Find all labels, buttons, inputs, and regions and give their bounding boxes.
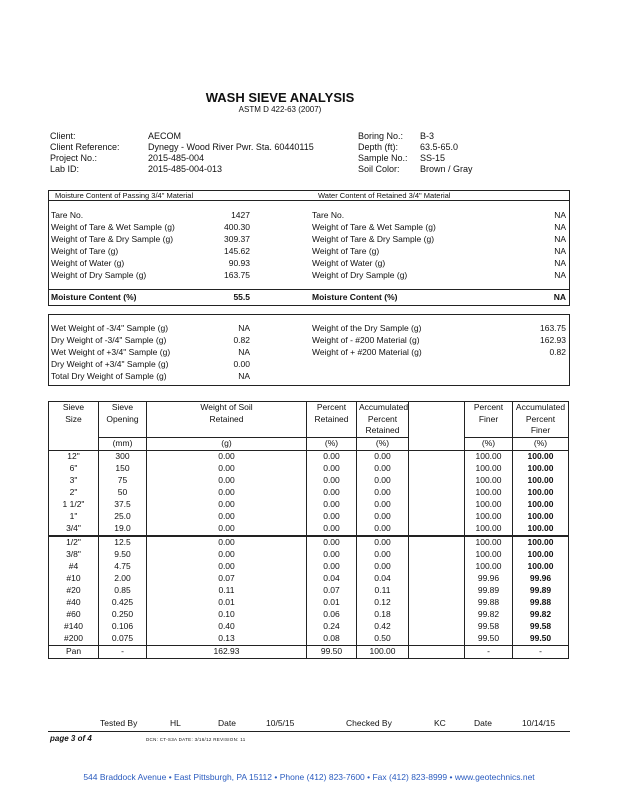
table-cell: 0.00	[147, 463, 307, 475]
spacer-cell	[409, 609, 465, 621]
moisture-retained-labels	[312, 209, 436, 281]
table-cell: 99.82	[465, 609, 513, 621]
table-cell: 0.425	[99, 597, 147, 609]
table-cell: 0.04	[357, 573, 409, 585]
table-cell: 0.07	[147, 573, 307, 585]
sieve-table	[48, 401, 569, 659]
moisture-passing-result-label: Moisture Content (%)	[51, 292, 137, 302]
spacer-cell	[409, 561, 465, 573]
info-value: 63.5-65.0	[420, 142, 459, 152]
moisture-retained-result-value: NA	[553, 292, 566, 302]
table-cell: 75	[99, 475, 147, 487]
unit-acc-retained: (%)	[357, 437, 409, 450]
moisture-passing-heading: Moisture Content of Passing 3/4" Material	[55, 191, 194, 200]
row-value: 145.62	[224, 246, 250, 256]
company-address: 544 Braddock Avenue • East Pittsburgh, PA 15112 • Phone (412) 823-7600 • Fax (412) 823-8999 • www.geotechnics.net	[83, 772, 535, 782]
unit-acc-finer: (%)	[513, 437, 569, 450]
table-cell: 0.00	[357, 475, 409, 487]
table-cell: 100.00	[465, 475, 513, 487]
table-cell: 0.00	[307, 536, 357, 549]
table-cell: 100.00	[513, 536, 569, 549]
table-cell: 0.106	[99, 621, 147, 633]
header-opening: Sieve Opening	[99, 402, 147, 438]
table-cell: 99.89	[513, 585, 569, 597]
table-cell: 99.50	[465, 633, 513, 646]
table-cell: 100.00	[465, 463, 513, 475]
header-pct-finer: Percent Finer	[465, 402, 513, 438]
table-cell: Pan	[49, 645, 99, 658]
table-cell: 99.50	[513, 633, 569, 646]
row-value: NA	[554, 210, 566, 220]
unit-weight: (g)	[147, 437, 307, 450]
table-row	[49, 585, 569, 597]
table-cell: 99.89	[465, 585, 513, 597]
row-value: NA	[554, 270, 566, 280]
table-cell: -	[99, 645, 147, 658]
spacer-cell	[409, 450, 465, 463]
spacer-cell	[409, 597, 465, 609]
date-label: Date	[218, 718, 236, 728]
table-row	[49, 475, 569, 487]
table-cell: #10	[49, 573, 99, 585]
table-cell: 99.88	[465, 597, 513, 609]
table-cell: 0.10	[147, 609, 307, 621]
moisture-passing-result-value: 55.5	[233, 292, 250, 302]
table-cell: 1 1/2"	[49, 499, 99, 511]
row-value: 1427	[231, 210, 250, 220]
row-label: Wet Weight of +3/4" Sample (g)	[51, 347, 171, 357]
unit-pct-retained: (%)	[307, 437, 357, 450]
table-cell: 100.00	[513, 450, 569, 463]
table-cell: 100.00	[465, 549, 513, 561]
moisture-passing-values	[200, 209, 250, 281]
table-cell: 0.40	[147, 621, 307, 633]
table-cell: 0.00	[147, 561, 307, 573]
spacer-cell	[409, 585, 465, 597]
info-value: SS-15	[420, 153, 446, 163]
weights-right-values	[510, 322, 566, 358]
table-cell: 0.00	[357, 523, 409, 536]
header-acc-finer: Accumulated Percent Finer	[513, 402, 569, 438]
row-label: Tare No.	[51, 210, 84, 220]
checked-by-value: KC	[434, 718, 446, 728]
page-number: page 3 of 4	[50, 734, 92, 743]
info-left-labels	[50, 131, 120, 175]
row-label: Weight of Water (g)	[51, 258, 125, 268]
table-row	[49, 573, 569, 585]
row-value: 309.37	[224, 234, 250, 244]
table-cell: #40	[49, 597, 99, 609]
spacer-cell	[409, 487, 465, 499]
header-pct-retained: Percent Retained	[307, 402, 357, 438]
page-subtitle: ASTM D 422-63 (2007)	[238, 105, 322, 114]
info-label: Soil Color:	[358, 164, 400, 174]
table-cell: 0.00	[307, 511, 357, 523]
table-cell: 0.00	[307, 523, 357, 536]
spacer-cell	[409, 463, 465, 475]
table-row	[49, 463, 569, 475]
row-value: NA	[554, 222, 566, 232]
table-cell: -	[465, 645, 513, 658]
table-cell: 0.13	[147, 633, 307, 646]
table-cell: 300	[99, 450, 147, 463]
table-cell: #200	[49, 633, 99, 646]
row-value: 162.93	[540, 335, 566, 345]
table-cell: 0.00	[147, 475, 307, 487]
spacer-cell	[409, 633, 465, 646]
table-cell: 100.00	[465, 487, 513, 499]
table-cell: 100.00	[465, 511, 513, 523]
header-row	[49, 402, 569, 438]
table-cell: 100.00	[357, 645, 409, 658]
table-row	[49, 487, 569, 499]
info-value: Brown / Gray	[420, 164, 473, 174]
row-value: NA	[554, 258, 566, 268]
pan-row	[49, 645, 569, 658]
row-label: Weight of Tare & Dry Sample (g)	[312, 234, 435, 244]
row-label: Weight of Dry Sample (g)	[51, 270, 147, 280]
info-value: Dynegy - Wood River Pwr. Sta. 60440115	[148, 142, 314, 152]
table-row	[49, 536, 569, 549]
table-cell: 100.00	[513, 487, 569, 499]
table-cell: 0.075	[99, 633, 147, 646]
row-label: Weight of the Dry Sample (g)	[312, 323, 422, 333]
info-right-values	[420, 131, 473, 175]
table-cell: 50	[99, 487, 147, 499]
table-cell: 19.0	[99, 523, 147, 536]
table-cell: 99.82	[513, 609, 569, 621]
row-label: Weight of + #200 Material (g)	[312, 347, 422, 357]
table-cell: 100.00	[513, 561, 569, 573]
tested-by-value: HL	[170, 718, 181, 728]
table-cell: 0.00	[307, 450, 357, 463]
table-cell: 3"	[49, 475, 99, 487]
info-label: Sample No.:	[358, 153, 408, 163]
table-cell: 0.00	[147, 450, 307, 463]
row-value: 0.00	[233, 359, 250, 369]
table-cell: 0.00	[307, 487, 357, 499]
table-cell: 0.07	[307, 585, 357, 597]
info-label: Lab ID:	[50, 164, 80, 174]
row-value: NA	[238, 347, 250, 357]
table-cell: 0.00	[357, 561, 409, 573]
row-label: Weight of Tare (g)	[312, 246, 380, 256]
spacer-cell	[409, 621, 465, 633]
spacer-cell	[409, 475, 465, 487]
document-code: DCN: CT-S3A DATE: 3/16/12 REVISION: 11	[146, 737, 246, 742]
table-cell: 12"	[49, 450, 99, 463]
table-cell: 0.00	[307, 475, 357, 487]
date-value: 10/5/15	[266, 718, 295, 728]
table-cell: 0.00	[357, 499, 409, 511]
unit-pct-finer: (%)	[465, 437, 513, 450]
row-value: 0.82	[549, 347, 566, 357]
spacer-cell	[409, 536, 465, 549]
table-cell: 0.01	[147, 597, 307, 609]
table-row	[49, 499, 569, 511]
table-cell: 0.08	[307, 633, 357, 646]
table-cell: 100.00	[465, 450, 513, 463]
spacer-cell	[409, 573, 465, 585]
row-value: NA	[238, 323, 250, 333]
table-row	[49, 450, 569, 463]
table-cell: 1/2"	[49, 536, 99, 549]
row-value: 400.30	[224, 222, 250, 232]
table-cell: #60	[49, 609, 99, 621]
table-cell: 37.5	[99, 499, 147, 511]
table-cell: 0.00	[307, 561, 357, 573]
table-cell: 0.00	[147, 487, 307, 499]
info-label: Depth (ft):	[358, 142, 399, 152]
unit-opening: (mm)	[99, 437, 147, 450]
table-cell: 0.06	[307, 609, 357, 621]
table-cell: 162.93	[147, 645, 307, 658]
table-row	[49, 633, 569, 646]
table-cell: 100.00	[465, 536, 513, 549]
moisture-retained-values	[520, 209, 566, 281]
row-label: Weight of Tare & Dry Sample (g)	[51, 234, 174, 244]
row-label: Weight of Tare & Wet Sample (g)	[51, 222, 175, 232]
header-size: Sieve Size	[49, 402, 99, 438]
table-row	[49, 561, 569, 573]
row-value: NA	[554, 234, 566, 244]
weights-left-values	[200, 322, 250, 382]
table-cell: 99.96	[465, 573, 513, 585]
checked-by-label: Checked By	[346, 718, 392, 728]
table-cell: 3/4"	[49, 523, 99, 536]
table-row	[49, 609, 569, 621]
spacer-cell	[409, 645, 465, 658]
table-cell: 0.12	[357, 597, 409, 609]
table-cell: 0.00	[357, 463, 409, 475]
table-cell: 100.00	[513, 549, 569, 561]
table-cell: 0.42	[357, 621, 409, 633]
row-label: Dry Weight of -3/4" Sample (g)	[51, 335, 167, 345]
spacer-cell	[409, 523, 465, 536]
table-cell: 100.00	[513, 463, 569, 475]
table-cell: 0.00	[307, 463, 357, 475]
info-label: Client:	[50, 131, 76, 141]
table-row	[49, 621, 569, 633]
info-left-values	[148, 131, 314, 175]
moisture-passing-labels	[51, 209, 175, 281]
table-cell: 99.50	[307, 645, 357, 658]
table-cell: 100.00	[513, 523, 569, 536]
table-cell: 100.00	[513, 511, 569, 523]
weights-left-labels	[51, 322, 170, 382]
row-label: Weight of Dry Sample (g)	[312, 270, 408, 280]
weights-right-labels	[312, 322, 422, 358]
table-cell: 2.00	[99, 573, 147, 585]
table-cell: 0.00	[357, 450, 409, 463]
date-value: 10/14/15	[522, 718, 556, 728]
row-label: Weight of Water (g)	[312, 258, 386, 268]
spacer-cell	[409, 499, 465, 511]
table-cell: 0.00	[357, 511, 409, 523]
table-row	[49, 549, 569, 561]
table-cell: 100.00	[465, 499, 513, 511]
table-cell: 0.00	[147, 536, 307, 549]
info-value: AECOM	[148, 131, 182, 141]
table-cell: 0.00	[147, 511, 307, 523]
table-cell: 0.01	[307, 597, 357, 609]
row-label: Weight of - #200 Material (g)	[312, 335, 420, 345]
table-cell: 99.58	[513, 621, 569, 633]
table-cell: 0.00	[307, 549, 357, 561]
row-value: 163.75	[540, 323, 566, 333]
table-cell: 25.0	[99, 511, 147, 523]
info-value: 2015-485-004	[148, 153, 205, 163]
row-label: Weight of Tare & Wet Sample (g)	[312, 222, 436, 232]
table-row	[49, 597, 569, 609]
row-label: Dry Weight of +3/4" Sample (g)	[51, 359, 169, 369]
table-cell: -	[513, 645, 569, 658]
units-row	[49, 437, 569, 450]
table-cell: 99.96	[513, 573, 569, 585]
table-cell: 0.00	[147, 499, 307, 511]
row-value: NA	[238, 371, 250, 381]
row-label: Tare No.	[312, 210, 345, 220]
table-cell: #140	[49, 621, 99, 633]
page-title: WASH SIEVE ANALYSIS	[205, 90, 355, 105]
header-spacer	[409, 402, 465, 438]
header-acc-retained: Accumulated Percent Retained	[357, 402, 409, 438]
info-right-labels	[358, 131, 408, 175]
divider	[48, 200, 570, 201]
table-cell: 150	[99, 463, 147, 475]
table-cell: 100.00	[465, 561, 513, 573]
spacer-cell	[409, 549, 465, 561]
row-label: Total Dry Weight of Sample (g)	[51, 371, 167, 381]
info-value: B-3	[420, 131, 435, 141]
info-label: Client Reference:	[50, 142, 120, 152]
footer-divider	[48, 731, 570, 732]
row-value: NA	[554, 246, 566, 256]
row-label: Weight of Tare (g)	[51, 246, 119, 256]
table-cell: 0.50	[357, 633, 409, 646]
table-cell: 0.00	[357, 536, 409, 549]
row-value: 0.82	[233, 335, 250, 345]
table-cell: 0.00	[147, 549, 307, 561]
table-cell: 2"	[49, 487, 99, 499]
sieve-body	[49, 450, 569, 658]
divider	[48, 289, 570, 290]
info-label: Project No.:	[50, 153, 98, 163]
table-cell: 0.00	[357, 549, 409, 561]
table-cell: 4.75	[99, 561, 147, 573]
info-label: Boring No.:	[358, 131, 404, 141]
table-cell: 0.00	[357, 487, 409, 499]
table-cell: #4	[49, 561, 99, 573]
info-value: 2015-485-004-013	[148, 164, 223, 174]
table-cell: 0.04	[307, 573, 357, 585]
table-cell: 0.85	[99, 585, 147, 597]
table-row	[49, 523, 569, 536]
table-cell: 99.88	[513, 597, 569, 609]
table-cell: 0.18	[357, 609, 409, 621]
table-cell: 99.58	[465, 621, 513, 633]
header-weight: Weight of Soil Retained	[147, 402, 307, 438]
row-label: Wet Weight of -3/4" Sample (g)	[51, 323, 169, 333]
moisture-retained-result-label: Moisture Content (%)	[312, 292, 398, 302]
spacer-cell	[409, 511, 465, 523]
table-cell: 1"	[49, 511, 99, 523]
table-cell: #20	[49, 585, 99, 597]
table-cell: 0.24	[307, 621, 357, 633]
table-row	[49, 511, 569, 523]
table-cell: 100.00	[465, 523, 513, 536]
moisture-retained-heading: Water Content of Retained 3/4" Material	[318, 191, 451, 200]
date-label: Date	[474, 718, 492, 728]
table-cell: 0.00	[307, 499, 357, 511]
table-cell: 9.50	[99, 549, 147, 561]
table-cell: 6"	[49, 463, 99, 475]
table-cell: 0.250	[99, 609, 147, 621]
table-cell: 12.5	[99, 536, 147, 549]
table-cell: 100.00	[513, 499, 569, 511]
table-cell: 0.11	[357, 585, 409, 597]
table-cell: 3/8"	[49, 549, 99, 561]
tested-by-label: Tested By	[100, 718, 138, 728]
table-cell: 0.11	[147, 585, 307, 597]
row-value: 163.75	[224, 270, 250, 280]
row-value: 90.93	[228, 258, 250, 268]
table-cell: 100.00	[513, 475, 569, 487]
table-cell: 0.00	[147, 523, 307, 536]
